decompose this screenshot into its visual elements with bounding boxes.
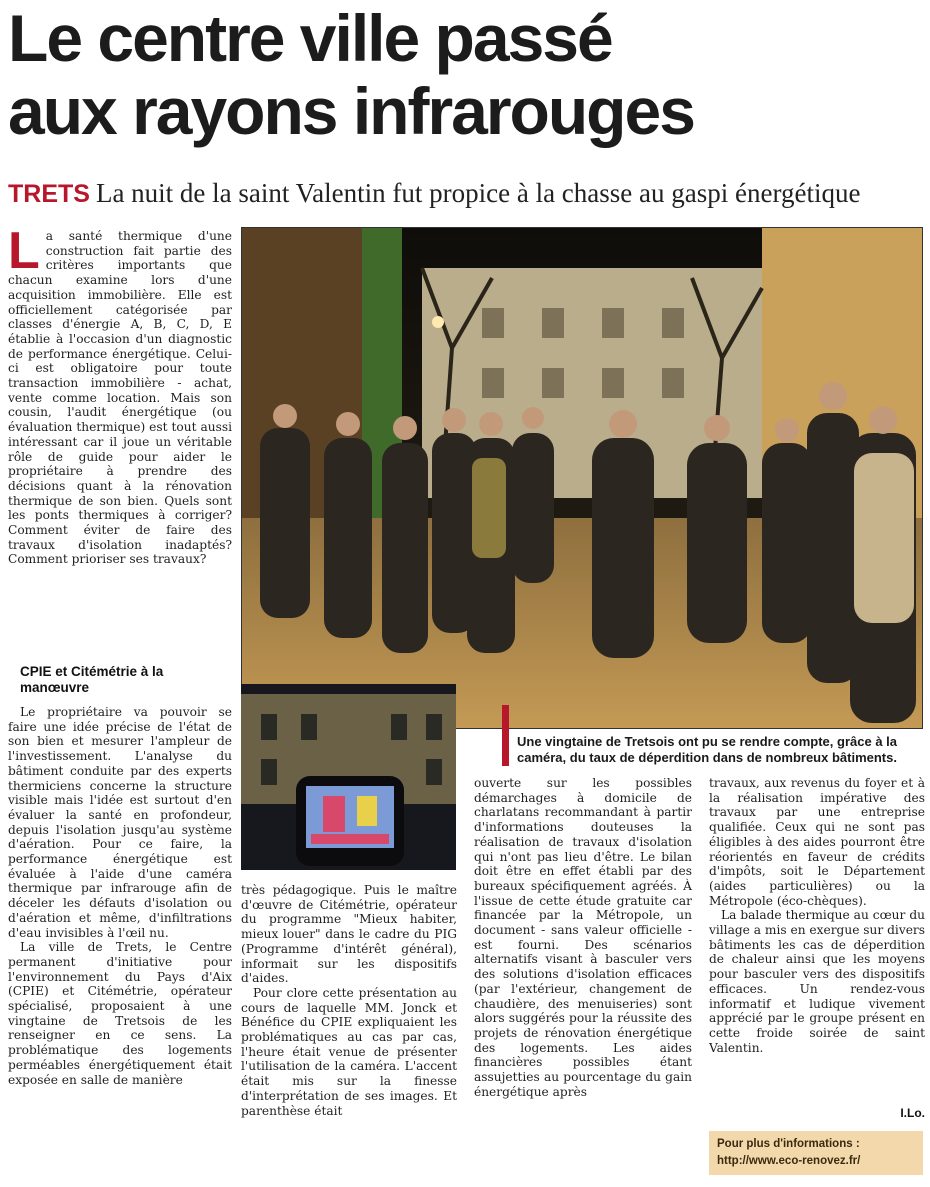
article-column-3	[474, 776, 692, 1099]
info-link[interactable]: http://www.eco-renovez.fr/	[717, 1155, 861, 1167]
photo-caption: Une vingtaine de Tretsois ont pu se rendre compte, grâce à la caméra, du taux de déperdition dans de nombreux bâtiments.	[517, 734, 897, 765]
article-intro	[8, 222, 232, 567]
info-box	[709, 1131, 923, 1175]
paragraph: Pour clore cette présentation au cours de laquelle MM. Jonck et Bénéfice du CPIE expliquaient les problématiques au cas par cas, l'heure était venue de présenter l'utilisation de la caméra. L'accent était mis sur la finesse d'interprétation de ses images. Et parenthèse était	[241, 985, 457, 1118]
article-column-2	[241, 883, 457, 1118]
article-column-1	[8, 705, 232, 1087]
headline-line-1: Le centre ville passé	[8, 1, 612, 75]
paragraph: travaux, aux revenus du foyer et à la réalisation impérative des travaux par une entreprise qualifiée. Ceux qui ne sont pas éligibles à des aides pourront être réorientés en faveur de crédits d'impôts, soit le Département (aides particulières) ou la Métropole (éco-chèques).	[709, 776, 925, 908]
subheadline-text: La nuit de la saint Valentin fut propice à la chasse au gaspi énergétique	[95, 178, 861, 208]
intro-paragraph: a santé thermique d'une construction fait partie des critères importants que chacun examine lors d'une acquisition immobilière. Elle est officiellement catégorisée par classes d'énergie A, B, C, D, E établie à l'occasion d'un diagnostic de performance énergétique. Celui-ci est obligatoire pour toute transaction immobilière - achat, vente comme location. Mais son cousin, l'audit énergétique (ou évaluation thermique) est tout aussi intéressant car il joue un véritable rôle de guide pour aider le propriétaire à prendre des décisions quant à la rénovation thermique de son bien. Quels sont les ponts thermiques à corriger? Comment éviter de faire des travaux d'isolation inadaptés? Comment prioriser ses travaux?	[8, 229, 232, 567]
section-title: CPIE et Citémétrie à la manœuvre	[20, 664, 164, 695]
paragraph: ouverte sur les possibles démarchages à domicile de charlatans recommandant à partir d'informations douteuses la réalisation de travaux d'isolation qui n'ont pas lieu d'être. Le bilan doit être en effet établi par des bureaux spécifiquement agréés. À l'issue de cette étude gratuite car financée par la Métropole, un document - sans valeur officielle - est fourni. Des scénarios alternatifs visant à basculer vers des solutions d'isolation efficaces (par l'extérieur, changement de chaudière, des menuiseries) sont alors suggérés pour la réussite des projets de rénovation énergétique des logements. Les aides financières possibles étant assujetties au pourcentage du gain énergétique après	[474, 776, 692, 1099]
author-signature: I.Lo.	[900, 1106, 925, 1120]
group-photo-illustration	[242, 228, 923, 729]
dropcap: L	[8, 222, 40, 280]
thermal-camera-photo	[241, 684, 456, 870]
thermal-camera-illustration	[241, 684, 456, 870]
paragraph: La ville de Trets, le Centre permanent d'initiative pour l'environnement du Pays d'Aix (CPIE) et Citémétrie, opérateur spécialisé, proposaient à une vingtaine de Tretsois de les renseigner en ce sens. La problématique des logements perméables énergétiquement était exposée en salle de manière	[8, 940, 232, 1087]
location-kicker: TRETS	[8, 180, 90, 208]
headline-line-2: aux rayons infrarouges	[8, 74, 694, 148]
caption-accent-bar	[502, 705, 509, 766]
group-photo	[241, 227, 923, 729]
paragraph: La balade thermique au cœur du village a mis en exergue sur divers bâtiments les cas de déperdition de chaleur ainsi que les moyens pour basculer vers des dispositifs efficaces. Un rendez-vous informatif et ludique vivement apprécié par le groupe présent en cette froide soirée de saint Valentin.	[709, 908, 925, 1055]
subheadline	[8, 176, 928, 211]
info-label: Pour plus d'informations :	[717, 1138, 860, 1150]
article-column-4	[709, 776, 925, 1055]
paragraph: Le propriétaire va pouvoir se faire une idée précise de l'état de son bien et mesurer l'ampleur de l'investissement. L'analyse du bâtiment conduite par des experts thermiciens concerne la structure visible mais l'idée est surtout d'en évaluer la santé en profondeur, depuis l'isolation jusqu'au système d'aération. Pour ce faire, la performance énergétique est évaluée à l'aide d'une caméra thermique par infrarouge afin de déceler les défauts d'isolation ou d'aération et même, d'infiltrations d'eau invisibles à l'œil nu.	[8, 705, 232, 940]
paragraph: très pédagogique. Puis le maître d'œuvre de Citémétrie, opérateur du programme "Mieux habiter, mieux louer" dans le cadre du PIG (Programme d'intérêt général), informait sur les dispositifs d'aides.	[241, 883, 457, 986]
headline	[8, 2, 923, 148]
